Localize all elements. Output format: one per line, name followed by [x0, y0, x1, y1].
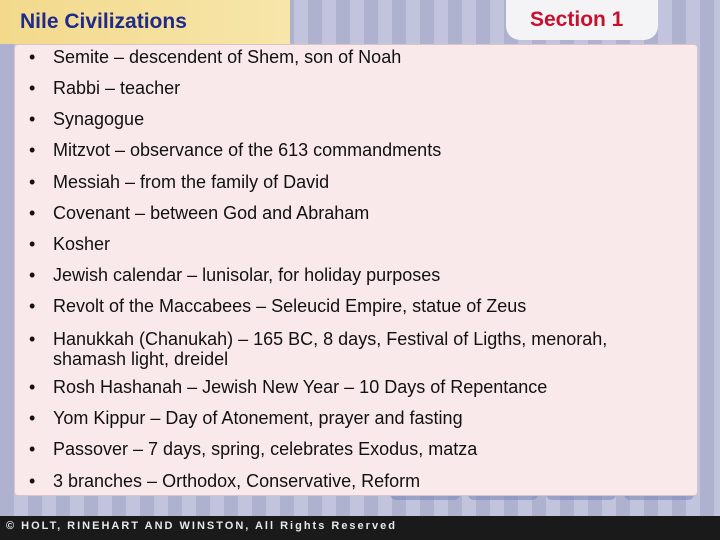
- bullet-dot: •: [29, 109, 36, 129]
- bullet-text: Mitzvot – observance of the 613 commandments: [53, 140, 442, 160]
- section-label: Section 1: [530, 8, 624, 31]
- slide-title: Nile Civilizations: [20, 10, 187, 33]
- bullet-text: Rabbi – teacher: [53, 78, 181, 98]
- bullet-dot: •: [29, 329, 36, 349]
- bullet-dot: •: [29, 140, 36, 160]
- bullet-dot: •: [29, 234, 36, 254]
- bullet-text: Revolt of the Maccabees – Seleucid Empire, statue of Zeus: [53, 296, 527, 316]
- bullet-text: Synagogue: [53, 109, 145, 129]
- footer-bar: [0, 516, 720, 540]
- bullet-text: Yom Kippur – Day of Atonement, prayer and fasting: [53, 408, 463, 428]
- bullet-text: 3 branches – Orthodox, Conservative, Reform: [53, 471, 421, 491]
- bullet-dot: •: [29, 296, 36, 316]
- bullet-text: Covenant – between God and Abraham: [53, 203, 370, 223]
- bullet-text: Semite – descendent of Shem, son of Noah: [53, 47, 402, 67]
- bullet-text: Messiah – from the family of David: [53, 172, 330, 192]
- bullet-text: Kosher: [53, 234, 111, 254]
- content-panel: [14, 44, 698, 496]
- bullet-dot: •: [29, 47, 36, 67]
- bullet-dot: •: [29, 265, 36, 285]
- bullet-dot: •: [29, 203, 36, 223]
- bullet-dot: •: [29, 78, 36, 98]
- bullet-dot: •: [29, 377, 36, 397]
- bullet-text: Passover – 7 days, spring, celebrates Exodus, matza: [53, 439, 478, 459]
- copyright-text: © HOLT, RINEHART AND WINSTON, All Rights Reserved: [6, 520, 397, 532]
- bullet-text: Hanukkah (Chanukah) – 165 BC, 8 days, Festival of Ligths, menorah, shamash light, dreidel: [53, 329, 608, 369]
- bullet-text: Jewish calendar – lunisolar, for holiday purposes: [53, 265, 441, 285]
- bullet-dot: •: [29, 408, 36, 428]
- bullet-dot: •: [29, 172, 36, 192]
- bullet-dot: •: [29, 439, 36, 459]
- bullet-text: Rosh Hashanah – Jewish New Year – 10 Days of Repentance: [53, 377, 548, 397]
- bullet-dot: •: [29, 471, 36, 491]
